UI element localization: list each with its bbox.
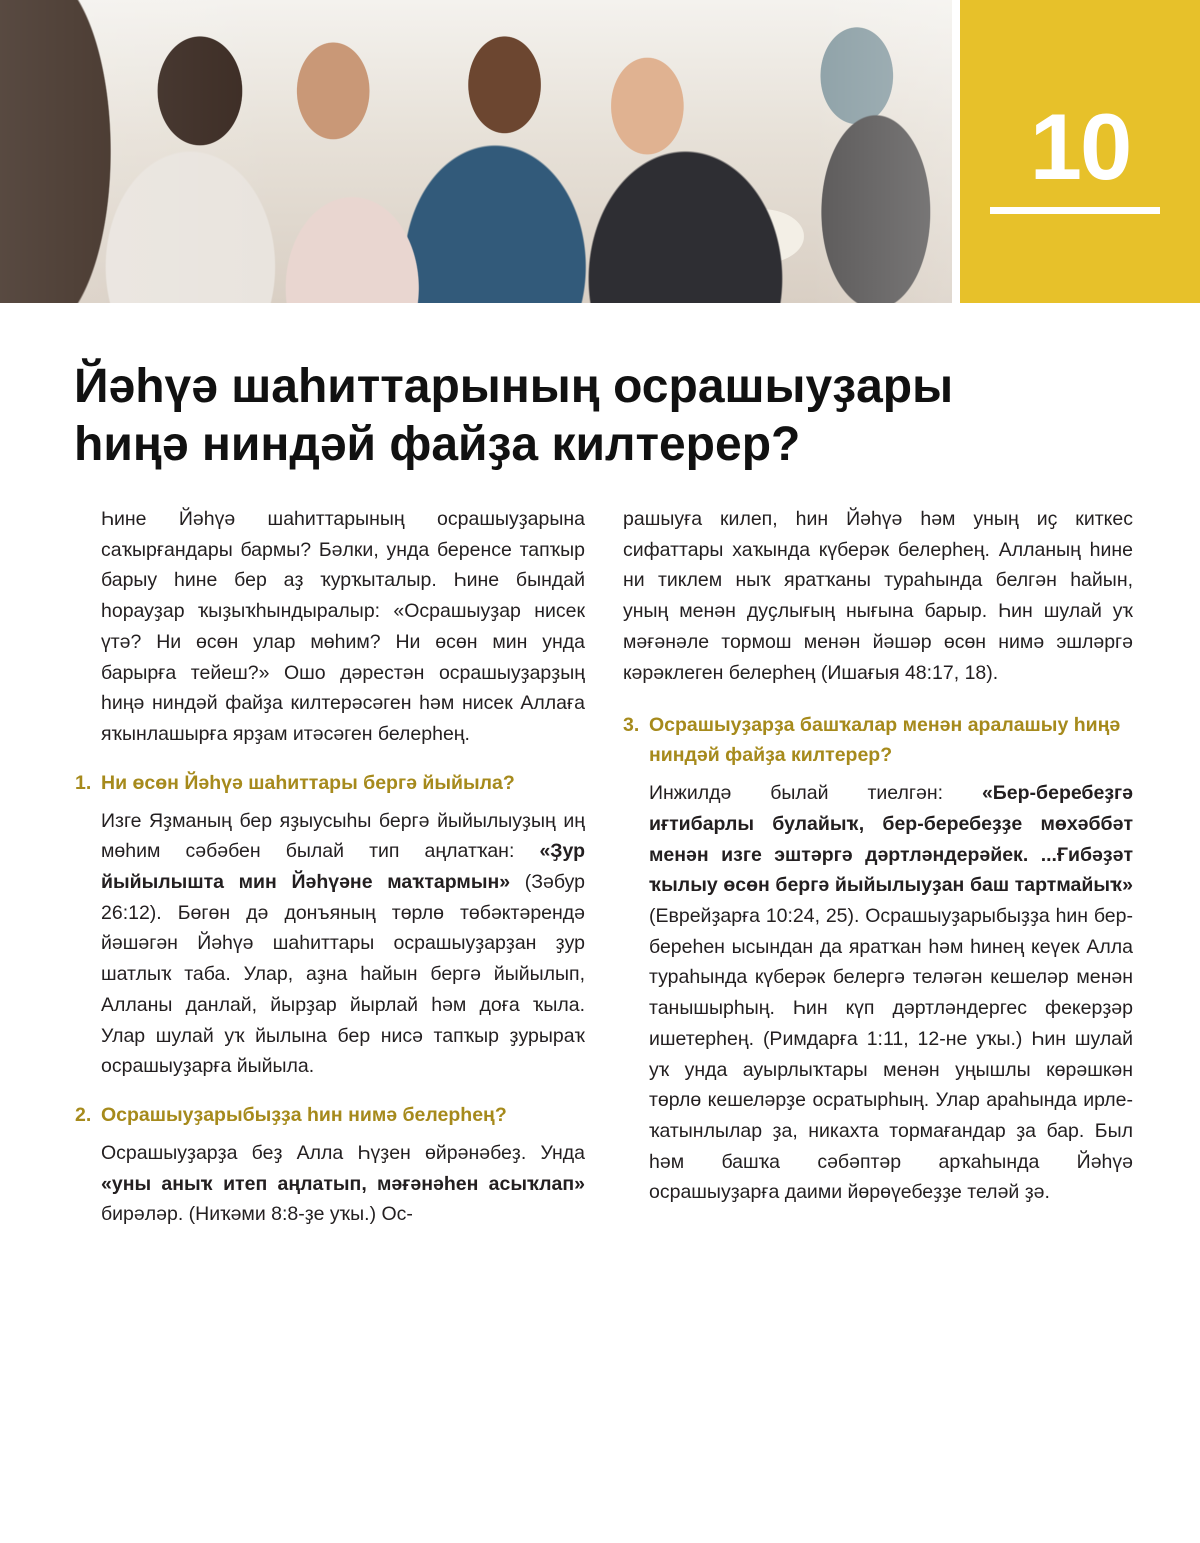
page-title bbox=[74, 358, 1154, 474]
q3-text-b: (Еврейҙарға 10:24, 25). Осрашыуҙарыбыҙҙа һин бер-береһен ысындан да яратҡан һәм һинең кеүек Алла тураһында күберәк белергә теләгән кешеләр менән танышырһың. Һин күп дәртләндергес фекерҙәр ишетерһең. (Римдарға 1:11, 12-не уҡы.) Һин шулай уҡ унда ауырлыҡтары менән уңышлы көрәшкән төрлө кешеләрҙе осратырһың. Улар араһында ирле-ҡатынлылар ҙа, никахта тормағандар ҙа бар. Был һәм башҡа сәбәптәр арҡаһында Йәһүә осрашыуҙарға даими йөрөүебеҙҙе теләй ҙә. bbox=[649, 905, 1133, 1204]
question-3-heading bbox=[623, 710, 1133, 770]
question-2-number: 2. bbox=[75, 1103, 92, 1126]
chapter-badge bbox=[960, 0, 1200, 303]
title-line-1: Йәһүә шаһиттарының осрашыуҙары bbox=[74, 360, 954, 413]
q3-text-a: Инжилдә былай тиелгән: bbox=[649, 782, 982, 805]
q1-scripture-quote: «Ҙур йыйылышта мин Йәһүәне маҡтармын» bbox=[101, 840, 585, 894]
chapter-number: 10 bbox=[1029, 94, 1131, 199]
question-2-heading bbox=[75, 1100, 585, 1130]
question-3-answer bbox=[623, 778, 1133, 1208]
intro-paragraph: Һине Йәһүә шаһиттарының осрашыуҙарына саҡырғандары бармы? Бәлки, унда беренсе тапҡыр барыу һине бер аҙ ҡурҡыталыр. Һине бындай һорауҙар ҡыҙыҡһындыралыр: «Осрашыуҙар нисек үтә? Ни өсөн улар мөһим? Ни өсөн мин унда барырға тейеш?» Ошо дәрестән осрашыуҙарҙың һиңә ниндәй файҙа килтерәсәген һәм нисек Аллаға яҡынлашырға ярҙам итәсәген белерһең. bbox=[101, 508, 585, 745]
question-3-number: 3. bbox=[623, 714, 640, 737]
question-1-text: Ни өсөн Йәһүә шаһиттары бергә йыйыла? bbox=[101, 771, 515, 794]
question-2-text: Осрашыуҙарыбыҙҙа һин нимә белерһең? bbox=[101, 1103, 507, 1126]
q2-text-a: Осрашыуҙарҙа беҙ Алла Һүҙен өйрәнәбеҙ. Унда bbox=[101, 1141, 585, 1164]
question-3-text: Осрашыуҙарҙа башҡалар менән аралашыу һиңә ниндәй файҙа килтерер? bbox=[649, 714, 1121, 767]
chapter-underline bbox=[990, 207, 1160, 214]
question-1-answer bbox=[75, 806, 585, 1082]
question-2-answer-start bbox=[75, 1138, 585, 1230]
q3-scripture-quote: «Бер-беребеҙгә иғтибарлы булайыҡ, бер-беребеҙҙе мөхәббәт менән изге эштәргә дәртләндерәйек. ...Ғибәҙәт ҡылыу өсөн бергә йыйылыуҙан баш тартмайыҡ» bbox=[649, 782, 1133, 897]
question-2-answer-continued: рашыуға килеп, һин Йәһүә һәм уның иҫ киткес сифаттары хаҡында күберәк белерһең. Алланың һине ни тиклем ныҡ яратҡаны тураһында белгән һайын, уның менән дуҫлығың нығына барыр. Һин шулай уҡ мәғәнәле тормош менән йәшәр өсөн нимә эшләргә кәрәклеген белерһең (Ишағыя 48:17, 18). bbox=[623, 508, 1133, 684]
header-photo bbox=[0, 0, 952, 303]
title-line-2: һиңә ниндәй файҙа килтерер? bbox=[74, 418, 801, 471]
question-1-number: 1. bbox=[75, 771, 92, 794]
q1-text-b: (Зәбур 26:12). Бөгөн дә донъяның төрлө төбәктәрендә йәшәгән Йәһүә шаһиттары осрашыуҙарҙан ҙур шатлыҡ таба. Улар, аҙна һайын бергә йыйылып, Алланы данлай, йырҙар йырлай һәм доға ҡыла. Улар шулай уҡ йылына бер нисә тапҡыр ҙурыраҡ осрашыуҙарға йыйыла. bbox=[101, 871, 585, 1078]
q2-scripture-quote: «уны аныҡ итеп аңлатып, мәғәнәһен асыҡлап» bbox=[101, 1172, 585, 1195]
q2-text-b-part1: бирәләр. (Ниҡәми 8:8-ҙе уҡы.) Ос- bbox=[101, 1203, 413, 1226]
left-column bbox=[75, 504, 585, 1230]
right-column bbox=[623, 504, 1133, 1208]
q1-text-a: Изге Яҙманың бер яҙыусыһы бергә йыйылыуҙың иң мөһим сәбәбен былай тип аңлатҡан: bbox=[101, 809, 585, 863]
question-1-heading bbox=[75, 768, 585, 798]
